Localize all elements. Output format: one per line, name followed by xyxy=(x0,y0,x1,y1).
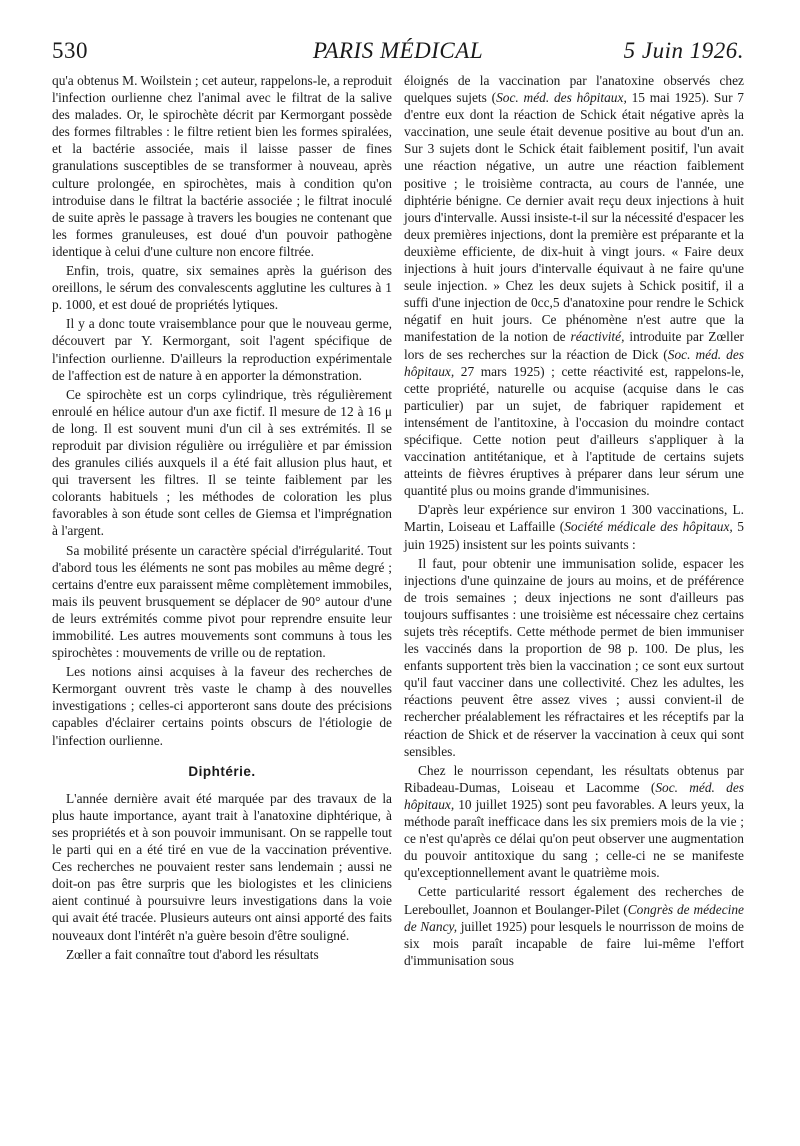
paragraph: Enfin, trois, quatre, six semaines après la guérison des oreillons, le sérum des convalescents agglutine les cultures à 1 p. 1000, et est doué de propriétés lytiques. xyxy=(52,263,392,313)
section-heading: Diphtérie. xyxy=(188,763,256,779)
text-run: éloignés de la vaccination par l'anatoxine observés chez quelques sujets ( xyxy=(404,73,744,106)
text-run: D'après leur expérience sur environ 1 300 vaccinations, L. Martin, Loiseau et Laffaille ( xyxy=(404,502,744,535)
text-run: 5 juin 1925) insistent sur les points suivants : xyxy=(404,519,745,552)
citation: Soc. méd. des hôpitaux, xyxy=(496,90,627,106)
paragraph: Ce spirochète est un corps cylindrique, très régulièrement enroulé en hélice autour d'un axe fictif. Il mesure de 12 à 16 μ de long. Il est souvent muni d'un cil à ses extrémités. Il se reproduit par division régulière ou irrégulière et par émission des granules ciliés auxquels il a été fait allusion plus haut, et qui traversent les filtres. Il se teinte faiblement par les colorants habituels ; les méthodes de coloration les plus favorables à son étude sont celles de Giemsa et l'imprégnation à l'argent. xyxy=(52,386,392,539)
citation: Congrès de médecine de Nancy, xyxy=(404,901,745,934)
right-column xyxy=(404,72,744,971)
paragraph: qu'a obtenus M. Woilstein ; cet auteur, rappelons-le, a reproduit l'infection ourlienne chez l'animal avec le filtrat de la salive des malades. Or, le spirochète décrit par Kermorgant possède des formes filtrables : le filtre retient bien les formes spiralées, et la bactérie associée, mais il laisse passer de fines granulations susceptibles de se transformer à nouveau, après culture prolongée, en spirochètes, mais à condition qu'on introduise dans le filtrat la bactérie associée ; le filtrat inoculé de suite après le passage à travers les bougies ne contenant que les formes granuleuses, est doué d'un pouvoir pathogène identique à celui d'une culture non encore filtrée. xyxy=(52,73,392,259)
citation: Société médicale des hôpitaux, xyxy=(564,519,733,535)
citation: Soc. méd. des hôpitaux, xyxy=(404,779,744,812)
paragraph: Zœller a fait connaître tout d'abord les résultats xyxy=(66,946,319,962)
paragraph xyxy=(404,72,744,499)
left-column xyxy=(52,72,392,965)
text-run: 27 mars 1925) ; cette réactivité est, rappelons-le, cette propriété, naturelle ou acquise (acquise dans le cas particulier) par un sujet, de fabriquer rapidement et intensément de l'antitoxine, à l'occasion du moindre contact spécifique. Cette notion peut d'ailleurs s'appliquer à la vaccination antitétanique, et à l'aptitude de certains sujets atteints de fièvres éruptives à préparer dans leur sérum une quantité plus ou moins grande d'immunisines. xyxy=(404,363,744,499)
text-run: juillet 1925) pour lesquels le nourrisson de moins de six mois paraît incapable de faire lui-même l'effort d'immunisation sous xyxy=(404,918,744,968)
journal-title: PARIS MÉDICAL xyxy=(312,38,484,63)
paragraph: Les notions ainsi acquises à la faveur des recherches de Kermorgant ouvrent très vaste le champ à des nouvelles investigations ; celles-ci apporteront sans doute des précisions capables d'éclairer certains points obscurs de l'étiologie de l'infection ourlienne. xyxy=(52,664,392,748)
text-run: Chez le nourrisson cependant, les résultats obtenus par Ribadeau-Dumas, Loiseau et Lacomme ( xyxy=(404,762,744,795)
paragraph xyxy=(404,883,744,968)
text-run: 15 mai 1925). Sur 7 d'entre eux dont la réaction de Schick était négative après la vaccination, une seule était devenue positive au bout d'un an. Sur 3 sujets dont le Schick était faiblement positif, l'un avait une réaction négative, un autre une réaction faiblement positive ; le troisième contracta, au cours de l'année, une diphtérie bénigne. Ce dernier avait reçu deux injections à huit jours d'intervalle. Aussi insiste-t-il sur la nécessité d'espacer les deux premières injections, dont la première est préparante et la deuxième efficiente, de dix-huit à vingt jours. « Faire deux injections à huit jours d'intervalle équivaut à ne faire qu'une seule injection. » Chez les deux sujets à Schick positif, il a suffi d'une injection de 0cc,5 d'anatoxine pour rendre le Schick négatif en huit jours. Ce phénomène n'est autre que la manifestation de la notion de xyxy=(404,90,744,345)
paragraph xyxy=(404,501,744,552)
term: réactivité, xyxy=(570,329,625,345)
text-run: introduite par Zœller lors de ses recherches sur la réaction de Dick ( xyxy=(404,329,744,362)
paragraph: L'année dernière avait été marquée par des travaux de la plus haute importance, ayant trait à l'anatoxine diphtérique, à ses propriétés et à son pouvoir immunisant. On se rappelle tout le parti qui en a été tiré en vue de la vaccination préventive. Ces recherches ne pouvaient rester sans lendemain ; aussi ne doit-on pas être surpris que les biologistes et les cliniciens aient continué à poursuivre leurs investigations dans la voie qui avait été tracée. Plusieurs auteurs ont ainsi apporté des faits nouveaux dont l'intérêt n'a guère besoin d'être souligné. xyxy=(52,790,392,943)
page-number: 530 xyxy=(52,38,88,63)
citation: Soc. méd. des hôpitaux, xyxy=(404,346,745,379)
paragraph: Il y a donc toute vraisemblance pour que le nouveau germe, découvert par Y. Kermorgant, soit l'agent spécifique de l'infection ourlienne. D'ailleurs la reproduction expérimentale de l'affection est de nature à en apporter la démonstration. xyxy=(52,316,392,383)
page-header xyxy=(52,38,744,68)
paragraph xyxy=(404,762,744,882)
text-run: Cette particularité ressort également des recherches de Lereboullet, Joannon et Boulanger-Pilet ( xyxy=(404,884,744,917)
paragraph: Sa mobilité présente un caractère spécial d'irrégularité. Tout d'abord tous les éléments ne sont pas mobiles au même degré ; certains d'entre eux paraissent même complètement immobiles, mais ils peuvent brusquement se déplacer de 90° autour d'une de leurs extrémités comme pivot pour reprendre ensuite leur immobilité. Les autres mouvements sont communs à tous les spirochètes : mouvements de vrille ou de reptation. xyxy=(52,542,392,661)
paragraph: Il faut, pour obtenir une immunisation solide, espacer les injections d'une quinzaine de jours au moins, et de préférence de trois semaines ; deux injections ne sont d'ailleurs pas toujours suffisantes : une troisième est nécessaire chez certains sujets très réceptifs. Cette méthode permet de bien immuniser les vaccinés dans la proportion de 98 p. 100. De plus, les enfants supportent très bien la vaccination ; ce sont eux surtout qu'il faut vacciner dans une collectivité. Chez les adultes, les réactions peuvent être assez vives ; aussi convient-il de rechercher préalablement les réfractaires et les réceptifs par la réaction de Shick et de réserver la vaccination à ceux qui sont sensibles. xyxy=(404,555,744,759)
issue-date: 5 Juin 1926. xyxy=(623,38,744,63)
text-run: 10 juillet 1925) sont peu favorables. A leurs yeux, la méthode paraît inefficace dans les six premiers mois de la vie ; ce n'est qu'après ce délai qu'on peut observer une augmentation du pouvoir antitoxique du sang ; celle-ci ne se manifeste qu'exceptionnellement avant le quatrième mois. xyxy=(404,796,744,881)
